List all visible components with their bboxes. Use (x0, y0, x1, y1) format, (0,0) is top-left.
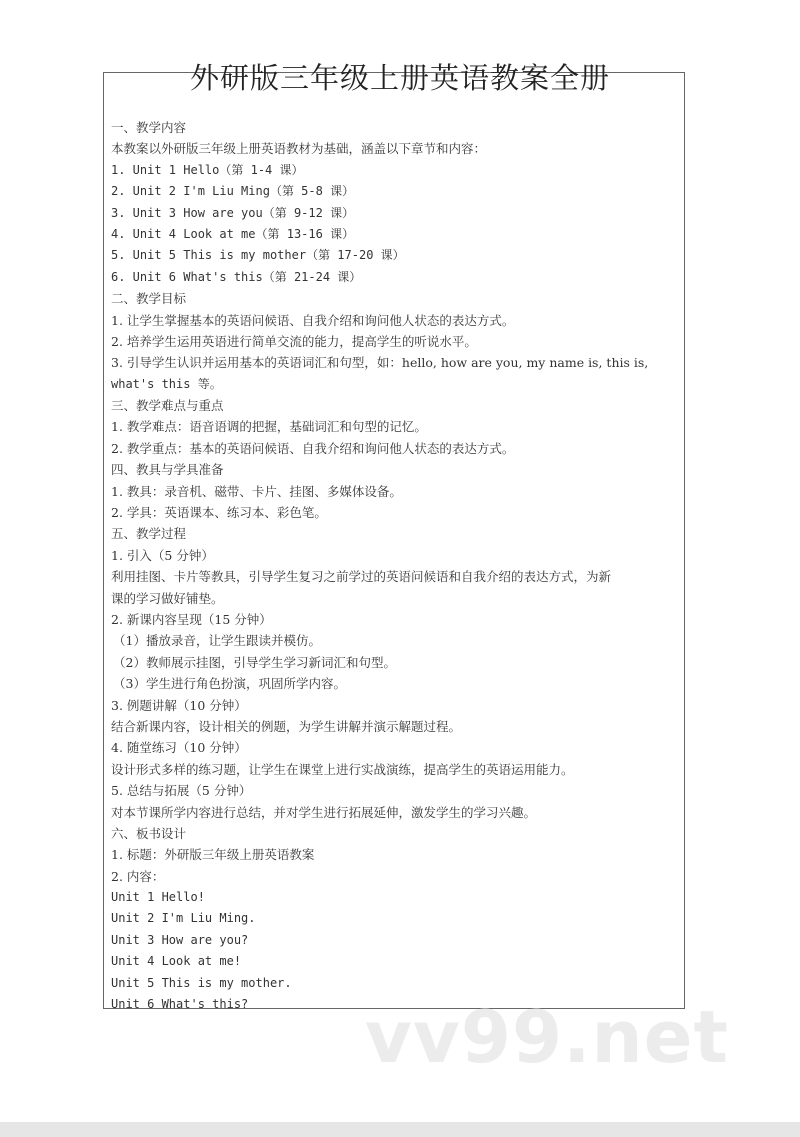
document-line: 2. 教学重点：基本的英语问候语、自我介绍和询问他人状态的表达方式。 (111, 440, 515, 456)
document-line: 1. Unit 1 Hello（第 1-4 课） (111, 162, 304, 177)
document-line: 对本节课所学内容进行总结，并对学生进行拓展延伸，激发学生的学习兴趣。 (111, 804, 537, 820)
document-line: 3. Unit 3 How are you（第 9-12 课） (111, 205, 355, 220)
document-line: 利用挂图、卡片等教具，引导学生复习之前学过的英语问候语和自我介绍的表达方式，为新 (111, 569, 612, 585)
document-line: 本教案以外研版三年级上册英语教材为基础，涵盖以下章节和内容： (111, 141, 487, 157)
document-line: what's this 等。 (111, 376, 222, 391)
document-line: 1. 教具：录音机、磁带、卡片、挂图、多媒体设备。 (111, 483, 402, 499)
document-line: （1）播放录音，让学生跟读并模仿。 (113, 633, 321, 649)
document-body (111, 117, 771, 1015)
section-heading: 二、教学目标 (111, 291, 187, 307)
document-line: Unit 6 What's this? (111, 997, 249, 1012)
section-heading: 五、教学过程 (111, 526, 187, 542)
section-heading: 四、教具与学具准备 (111, 462, 224, 478)
document-line: 4. Unit 4 Look at me（第 13-16 课） (111, 226, 355, 241)
section-heading: 一、教学内容 (111, 120, 187, 135)
document-line: 2. 学具：英语课本、练习本、彩色笔。 (111, 505, 327, 521)
page-bottom-edge (0, 1122, 800, 1137)
document-line: 1. 让学生掌握基本的英语问候语、自我介绍和询问他人状态的表达方式。 (111, 312, 515, 328)
document-line: 2. 培养学生运用英语进行简单交流的能力，提高学生的听说水平。 (111, 333, 477, 349)
document-line: 课的学习做好铺垫。 (111, 590, 224, 606)
watermark: vv99.net (365, 995, 729, 1079)
document-line: 4. 随堂练习（10 分钟） (111, 740, 247, 756)
document-line: 结合新课内容，设计相关的例题，为学生讲解并演示解题过程。 (111, 718, 462, 734)
section-heading: 六、板书设计 (111, 825, 187, 841)
document-line: 6. Unit 6 What's this（第 21-24 课） (111, 269, 362, 284)
document-line: Unit 5 This is my mother. (111, 975, 292, 990)
document-line: Unit 2 I'm Liu Ming. (111, 911, 256, 926)
document-line: Unit 1 Hello! (111, 890, 205, 905)
document-line: 2. 新课内容呈现（15 分钟） (111, 611, 272, 627)
document-line: 3. 引导学生认识并运用基本的英语词汇和句型，如：hello, how are you, my name is, this is, (111, 355, 649, 371)
document-line: （3）学生进行角色扮演，巩固所学内容。 (113, 676, 346, 692)
document-line: 1. 教学难点：语音语调的把握，基础词汇和句型的记忆。 (111, 419, 427, 435)
document-line: 5. Unit 5 This is my mother（第 17-20 课） (111, 248, 405, 263)
document-line: 3. 例题讲解（10 分钟） (111, 697, 247, 713)
document-line: Unit 3 How are you? (111, 932, 249, 947)
document-line: 1. 引入（5 分钟） (111, 547, 214, 563)
document-line: 设计形式多样的练习题，让学生在课堂上进行实战演练，提高学生的英语运用能力。 (111, 761, 574, 777)
document-line: （2）教师展示挂图，引导学生学习新词汇和句型。 (113, 654, 396, 670)
document-line: 5. 总结与拓展（5 分钟） (111, 783, 252, 799)
document-line: 2. Unit 2 I'm Liu Ming（第 5-8 课） (111, 184, 355, 199)
section-heading: 三、教学难点与重点 (111, 398, 224, 414)
document-line: 2. 内容： (111, 868, 165, 884)
document-line: 1. 标题：外研版三年级上册英语教案 (111, 847, 315, 863)
document-line: Unit 4 Look at me! (111, 954, 242, 969)
document-title: 外研版三年级上册英语教案全册 (189, 61, 610, 95)
